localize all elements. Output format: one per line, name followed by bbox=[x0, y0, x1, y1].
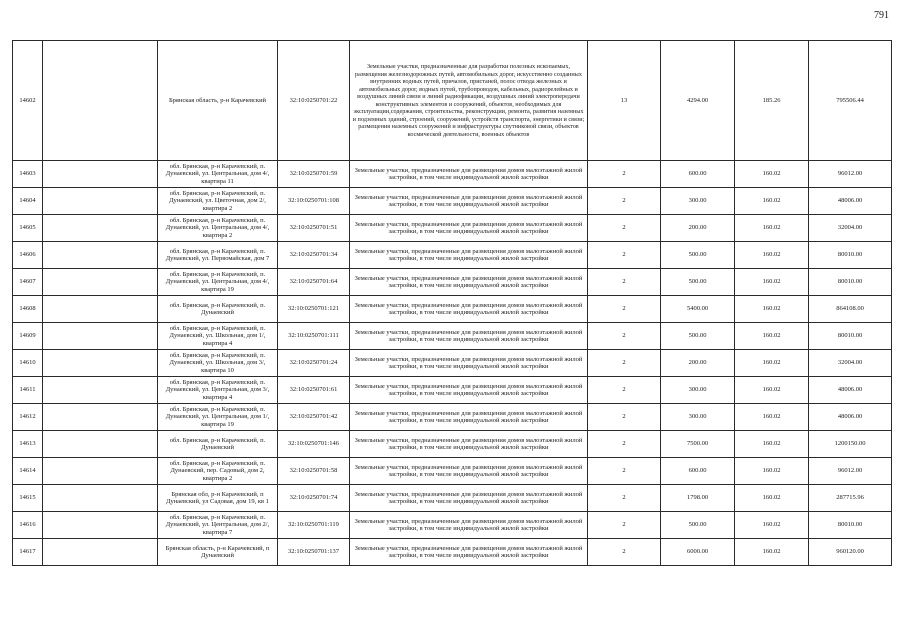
cell-permitted-use: Земельные участки, предназначенные для размещения домов малоэтажной жилой застройки, в том числе индивидуальной жилой застройки bbox=[350, 296, 588, 323]
cell-number: 14614 bbox=[13, 458, 43, 485]
cell-specific-value: 160.02 bbox=[735, 404, 809, 431]
cell-area: 200.00 bbox=[661, 215, 735, 242]
cell-area: 300.00 bbox=[661, 404, 735, 431]
cell-address: Брянская обл, р-н Карачевский, п Дунаевский, ул Садовая, дом 19, кв 1 bbox=[158, 485, 278, 512]
cell-address: обл. Брянская, р-н Карачевский, п. Дунаевский, ул. Школьная, дом 3/, квартира 10 bbox=[158, 350, 278, 377]
cell-cadastral-value: 864108.00 bbox=[809, 296, 892, 323]
cell-address: обл. Брянская, р-н Карачевский, п. Дунаевский, ул. Школьная, дом 1/, квартира 4 bbox=[158, 323, 278, 350]
cell-permitted-use: Земельные участки, предназначенные для размещения домов малоэтажной жилой застройки, в том числе индивидуальной жилой застройки bbox=[350, 350, 588, 377]
cell-address: обл. Брянская, р-н Карачевский, п. Дунаевский, ул. Первомайская, дом 7 bbox=[158, 242, 278, 269]
table-row bbox=[13, 512, 892, 539]
cell-number: 14617 bbox=[13, 539, 43, 566]
cell-number: 14616 bbox=[13, 512, 43, 539]
cell-number: 14610 bbox=[13, 350, 43, 377]
cell-cadastral-value: 1200150.00 bbox=[809, 431, 892, 458]
cell-address: обл. Брянская, р-н Карачевский, п. Дунаевский, ул. Центральная, дом 3/, квартира 4 bbox=[158, 377, 278, 404]
cadastral-registry-table bbox=[12, 40, 892, 566]
cell-specific-value: 160.02 bbox=[735, 296, 809, 323]
cell-use-group: 2 bbox=[588, 539, 661, 566]
cell-address: Брянская область, р-н Карачевский, п Дунаевский bbox=[158, 539, 278, 566]
cell-specific-value: 185.26 bbox=[735, 41, 809, 161]
table-row bbox=[13, 242, 892, 269]
cell-specific-value: 160.02 bbox=[735, 323, 809, 350]
cell-use-group: 2 bbox=[588, 323, 661, 350]
cell-address: обл. Брянская, р-н Карачевский, п. Дунаевский bbox=[158, 296, 278, 323]
cell-number: 14609 bbox=[13, 323, 43, 350]
cell-permitted-use: Земельные участки, предназначенные для размещения домов малоэтажной жилой застройки, в том числе индивидуальной жилой застройки bbox=[350, 242, 588, 269]
cell-address: обл. Брянская, р-н Карачевский, п. Дунаевский bbox=[158, 431, 278, 458]
cell-permitted-use: Земельные участки, предназначенные для размещения домов малоэтажной жилой застройки, в том числе индивидуальной жилой застройки bbox=[350, 458, 588, 485]
cell-permitted-use: Земельные участки, предназначенные для размещения домов малоэтажной жилой застройки, в том числе индивидуальной жилой застройки bbox=[350, 269, 588, 296]
cell-cadastral-value: 80010.00 bbox=[809, 269, 892, 296]
cell-cadastral-number: 32:10:0250701:59 bbox=[278, 161, 350, 188]
cell-address: обл. Брянская, р-н Карачевский, п. Дунаевский, пер. Садовый, дом 2, квартира 2 bbox=[158, 458, 278, 485]
table-row bbox=[13, 188, 892, 215]
cell-use-group: 2 bbox=[588, 404, 661, 431]
table-row bbox=[13, 161, 892, 188]
cell-number: 14615 bbox=[13, 485, 43, 512]
cell-use-group: 2 bbox=[588, 350, 661, 377]
cell-permitted-use: Земельные участки, предназначенные для разработки полезных ископаемых, размещения железнодорожных путей, автомобильных дорог, искусственно созданных внутренних водных путей, причалов, пристаней, полос отвода железных и автомобильных дорог, водных путей, трубопроводов, кабельных, радиорелейных и воздушных линий связи и линий радиофикации, воздушных линий электропередачи конструктивных элементов и сооружений, объектов, необходимых для эксплуатации,содержания, строительства, реконструкции, ремонта, развития наземных и подземных зданий, строений, сооружений, устройств транспорта, энергетики и связи; размещения наземных сооружений и инфраструктуры спутниковой связи, объектов космической деятельности, военных объектов bbox=[350, 41, 588, 161]
cell-number: 14612 bbox=[13, 404, 43, 431]
cell-use-group: 2 bbox=[588, 161, 661, 188]
table-row bbox=[13, 458, 892, 485]
cell-use-group: 2 bbox=[588, 431, 661, 458]
table-row bbox=[13, 41, 892, 161]
cell-address: обл. Брянская, р-н Карачевский, п. Дунаевский, ул. Центральная, дом 4/, квартира 11 bbox=[158, 161, 278, 188]
cell-use-group: 2 bbox=[588, 269, 661, 296]
table-row bbox=[13, 323, 892, 350]
cell-area: 200.00 bbox=[661, 350, 735, 377]
cell-address: Брянская область, р-н Карачевский bbox=[158, 41, 278, 161]
cell-use-group: 2 bbox=[588, 215, 661, 242]
cell-cadastral-value: 96012.00 bbox=[809, 161, 892, 188]
table-row bbox=[13, 296, 892, 323]
cell-permitted-use: Земельные участки, предназначенные для размещения домов малоэтажной жилой застройки, в том числе индивидуальной жилой застройки bbox=[350, 323, 588, 350]
table-row bbox=[13, 404, 892, 431]
cell-cadastral-number: 32:10:0250701:121 bbox=[278, 296, 350, 323]
cell-specific-value: 160.02 bbox=[735, 269, 809, 296]
cell-empty bbox=[43, 296, 158, 323]
cell-cadastral-number: 32:10:0250701:51 bbox=[278, 215, 350, 242]
cell-number: 14605 bbox=[13, 215, 43, 242]
cell-cadastral-number: 32:10:0250701:119 bbox=[278, 512, 350, 539]
cell-cadastral-value: 795506.44 bbox=[809, 41, 892, 161]
cell-empty bbox=[43, 404, 158, 431]
cell-cadastral-number: 32:10:0250701:146 bbox=[278, 431, 350, 458]
cell-cadastral-number: 32:10:0250701:64 bbox=[278, 269, 350, 296]
cell-number: 14608 bbox=[13, 296, 43, 323]
cell-cadastral-number: 32:10:0250701:24 bbox=[278, 350, 350, 377]
cell-area: 300.00 bbox=[661, 188, 735, 215]
cell-specific-value: 160.02 bbox=[735, 350, 809, 377]
cell-number: 14604 bbox=[13, 188, 43, 215]
cell-empty bbox=[43, 242, 158, 269]
cell-cadastral-value: 960120.00 bbox=[809, 539, 892, 566]
cell-use-group: 13 bbox=[588, 41, 661, 161]
cell-area: 500.00 bbox=[661, 242, 735, 269]
table-row bbox=[13, 350, 892, 377]
table-row bbox=[13, 431, 892, 458]
cell-empty bbox=[43, 269, 158, 296]
cell-number: 14607 bbox=[13, 269, 43, 296]
cell-area: 500.00 bbox=[661, 512, 735, 539]
cell-address: обл. Брянская, р-н Карачевский, п. Дунаевский, ул. Центральная, дом 2/, квартира 7 bbox=[158, 512, 278, 539]
cell-permitted-use: Земельные участки, предназначенные для размещения домов малоэтажной жилой застройки, в том числе индивидуальной жилой застройки bbox=[350, 512, 588, 539]
cell-specific-value: 160.02 bbox=[735, 539, 809, 566]
cell-specific-value: 160.02 bbox=[735, 458, 809, 485]
cell-cadastral-value: 287715.96 bbox=[809, 485, 892, 512]
cell-cadastral-value: 48006.00 bbox=[809, 377, 892, 404]
cell-use-group: 2 bbox=[588, 188, 661, 215]
cell-cadastral-number: 32:10:0250701:42 bbox=[278, 404, 350, 431]
cell-cadastral-number: 32:10:0250701:22 bbox=[278, 41, 350, 161]
page-number: 791 bbox=[874, 10, 889, 21]
cell-permitted-use: Земельные участки, предназначенные для размещения домов малоэтажной жилой застройки, в том числе индивидуальной жилой застройки bbox=[350, 485, 588, 512]
cell-empty bbox=[43, 512, 158, 539]
table-row bbox=[13, 215, 892, 242]
cell-specific-value: 160.02 bbox=[735, 512, 809, 539]
cell-specific-value: 160.02 bbox=[735, 485, 809, 512]
table-row bbox=[13, 485, 892, 512]
cell-permitted-use: Земельные участки, предназначенные для размещения домов малоэтажной жилой застройки, в том числе индивидуальной жилой застройки bbox=[350, 431, 588, 458]
cell-use-group: 2 bbox=[588, 377, 661, 404]
cell-cadastral-value: 80010.00 bbox=[809, 512, 892, 539]
table-row bbox=[13, 269, 892, 296]
cell-specific-value: 160.02 bbox=[735, 215, 809, 242]
cell-address: обл. Брянская, р-н Карачевский, п. Дунаевский, ул. Центральная, дом 4/, квартира 19 bbox=[158, 269, 278, 296]
table-body bbox=[13, 41, 892, 566]
cell-cadastral-number: 32:10:0250701:108 bbox=[278, 188, 350, 215]
cell-permitted-use: Земельные участки, предназначенные для размещения домов малоэтажной жилой застройки, в том числе индивидуальной жилой застройки bbox=[350, 539, 588, 566]
cell-empty bbox=[43, 431, 158, 458]
cell-empty bbox=[43, 350, 158, 377]
table-row bbox=[13, 539, 892, 566]
cell-specific-value: 160.02 bbox=[735, 377, 809, 404]
cell-area: 600.00 bbox=[661, 161, 735, 188]
cell-number: 14606 bbox=[13, 242, 43, 269]
cell-cadastral-value: 32004.00 bbox=[809, 350, 892, 377]
cell-area: 1798.00 bbox=[661, 485, 735, 512]
cell-area: 7500.00 bbox=[661, 431, 735, 458]
cell-empty bbox=[43, 41, 158, 161]
cell-cadastral-number: 32:10:0250701:34 bbox=[278, 242, 350, 269]
cell-area: 300.00 bbox=[661, 377, 735, 404]
cell-empty bbox=[43, 215, 158, 242]
cell-cadastral-value: 80010.00 bbox=[809, 323, 892, 350]
cell-address: обл. Брянская, р-н Карачевский, п. Дунаевский, ул. Цветочная, дом 2/, квартира 2 bbox=[158, 188, 278, 215]
cell-cadastral-value: 80010.00 bbox=[809, 242, 892, 269]
cell-area: 500.00 bbox=[661, 323, 735, 350]
cell-use-group: 2 bbox=[588, 485, 661, 512]
cell-empty bbox=[43, 458, 158, 485]
cell-cadastral-number: 32:10:0250701:137 bbox=[278, 539, 350, 566]
cell-permitted-use: Земельные участки, предназначенные для размещения домов малоэтажной жилой застройки, в том числе индивидуальной жилой застройки bbox=[350, 161, 588, 188]
cell-use-group: 2 bbox=[588, 242, 661, 269]
cell-empty bbox=[43, 323, 158, 350]
cell-empty bbox=[43, 377, 158, 404]
cell-permitted-use: Земельные участки, предназначенные для размещения домов малоэтажной жилой застройки, в том числе индивидуальной жилой застройки bbox=[350, 215, 588, 242]
cell-cadastral-number: 32:10:0250701:111 bbox=[278, 323, 350, 350]
cell-specific-value: 160.02 bbox=[735, 188, 809, 215]
cell-empty bbox=[43, 161, 158, 188]
cell-empty bbox=[43, 539, 158, 566]
cell-use-group: 2 bbox=[588, 296, 661, 323]
cell-use-group: 2 bbox=[588, 512, 661, 539]
cell-area: 600.00 bbox=[661, 458, 735, 485]
cell-specific-value: 160.02 bbox=[735, 161, 809, 188]
cell-cadastral-value: 32004.00 bbox=[809, 215, 892, 242]
cell-specific-value: 160.02 bbox=[735, 431, 809, 458]
cell-empty bbox=[43, 188, 158, 215]
cell-cadastral-number: 32:10:0250701:58 bbox=[278, 458, 350, 485]
cell-permitted-use: Земельные участки, предназначенные для размещения домов малоэтажной жилой застройки, в том числе индивидуальной жилой застройки bbox=[350, 404, 588, 431]
cell-address: обл. Брянская, р-н Карачевский, п. Дунаевский, ул. Центральная, дом 4/, квартира 2 bbox=[158, 215, 278, 242]
cell-area: 4294.00 bbox=[661, 41, 735, 161]
cell-cadastral-value: 96012.00 bbox=[809, 458, 892, 485]
cell-permitted-use: Земельные участки, предназначенные для размещения домов малоэтажной жилой застройки, в том числе индивидуальной жилой застройки bbox=[350, 377, 588, 404]
cell-cadastral-number: 32:10:0250701:61 bbox=[278, 377, 350, 404]
cell-area: 5400.00 bbox=[661, 296, 735, 323]
cell-number: 14602 bbox=[13, 41, 43, 161]
cell-area: 500.00 bbox=[661, 269, 735, 296]
table-row bbox=[13, 377, 892, 404]
cell-number: 14611 bbox=[13, 377, 43, 404]
cell-number: 14613 bbox=[13, 431, 43, 458]
cell-cadastral-value: 48006.00 bbox=[809, 404, 892, 431]
cell-cadastral-number: 32:10:0250701:74 bbox=[278, 485, 350, 512]
cell-number: 14603 bbox=[13, 161, 43, 188]
cell-permitted-use: Земельные участки, предназначенные для размещения домов малоэтажной жилой застройки, в том числе индивидуальной жилой застройки bbox=[350, 188, 588, 215]
cell-use-group: 2 bbox=[588, 458, 661, 485]
cell-area: 6000.00 bbox=[661, 539, 735, 566]
cell-address: обл. Брянская, р-н Карачевский, п. Дунаевский, ул. Центральная, дом 1/, квартира 19 bbox=[158, 404, 278, 431]
cell-specific-value: 160.02 bbox=[735, 242, 809, 269]
cell-cadastral-value: 48006.00 bbox=[809, 188, 892, 215]
cell-empty bbox=[43, 485, 158, 512]
